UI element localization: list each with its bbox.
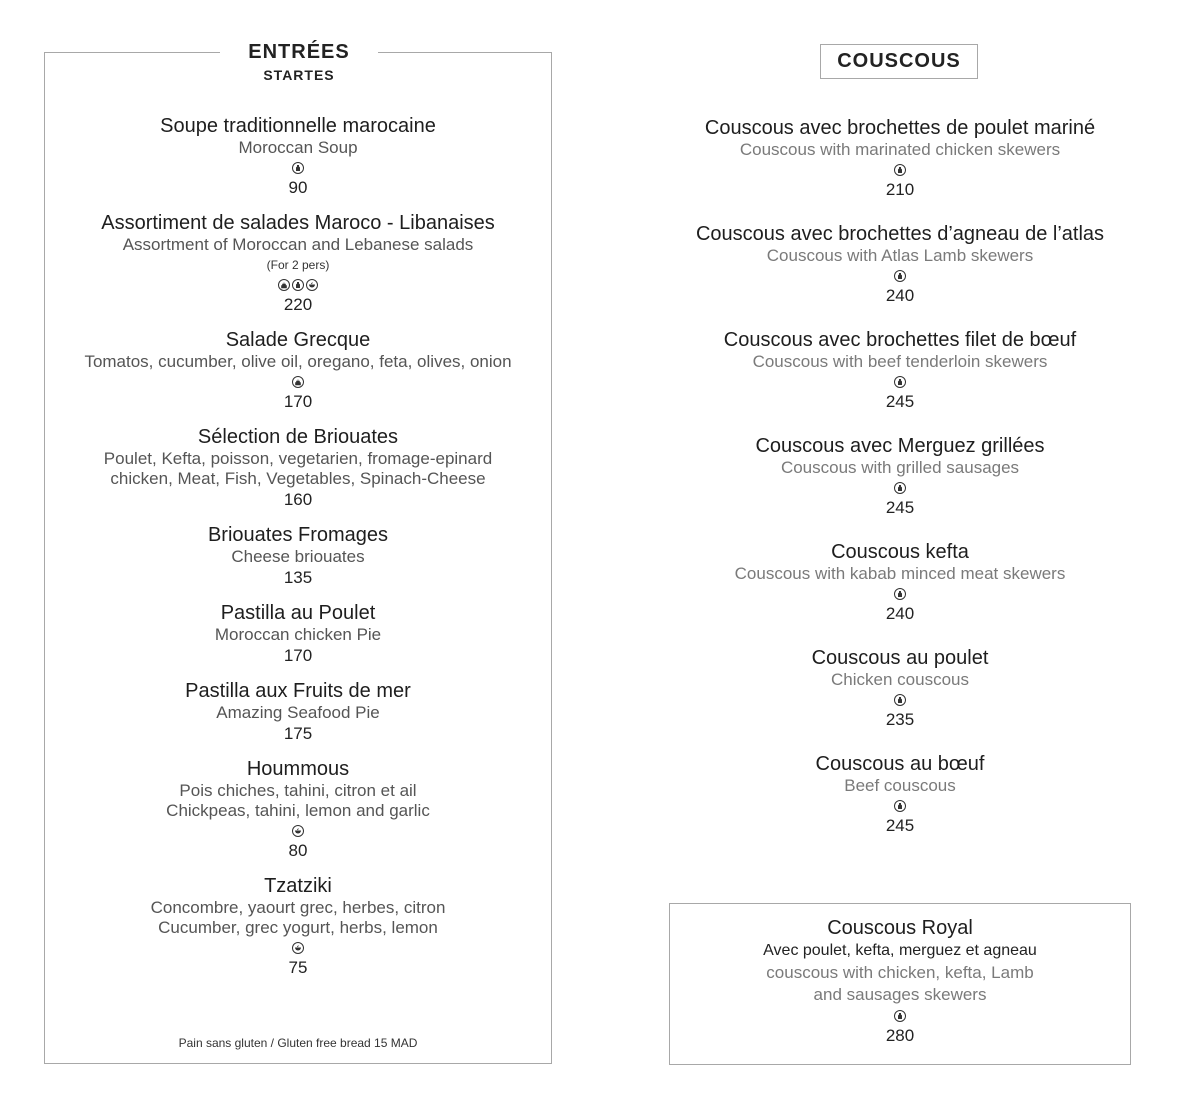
gluten-free-note: Pain sans gluten / Gluten free bread 15 MAD bbox=[178, 1036, 418, 1050]
allergen-icons bbox=[640, 372, 1160, 391]
menu-item bbox=[640, 646, 1160, 730]
item-note: (For 2 pers) bbox=[266, 258, 330, 272]
item-desc: Tomatos, cucumber, olive oil, oregano, feta, olives, onion bbox=[84, 352, 512, 371]
bottle-icon bbox=[894, 270, 906, 282]
couscous-title: COUSCOUS bbox=[820, 44, 978, 79]
item-price: 245 bbox=[885, 816, 915, 835]
menu-item bbox=[44, 757, 552, 861]
leaf-bowl-icon bbox=[292, 825, 304, 837]
item-desc: Cheese briouates bbox=[231, 547, 365, 566]
item-name: Couscous avec Merguez grillées bbox=[755, 435, 1045, 457]
item-desc: Chicken couscous bbox=[831, 670, 969, 689]
item-price: 220 bbox=[283, 295, 313, 314]
item-desc: Assortment of Moroccan and Lebanese salads bbox=[122, 235, 474, 254]
item-price: 245 bbox=[885, 392, 915, 411]
item-price: 245 bbox=[885, 498, 915, 517]
menu-item bbox=[640, 222, 1160, 306]
item-subtitle: Avec poulet, kefta, merguez et agneau bbox=[763, 942, 1037, 959]
bottle-icon bbox=[292, 162, 304, 174]
allergen-icons bbox=[44, 275, 552, 294]
item-desc: chicken, Meat, Fish, Vegetables, Spinach-Cheese bbox=[110, 469, 486, 488]
allergen-icons bbox=[640, 796, 1160, 815]
menu-item bbox=[640, 752, 1160, 836]
leaf-bowl-icon bbox=[306, 279, 318, 291]
leaf-bowl-icon bbox=[292, 942, 304, 954]
bottle-icon bbox=[894, 376, 906, 388]
item-name: Assortiment de salades Maroco - Libanaises bbox=[101, 212, 495, 234]
cake-icon bbox=[292, 376, 304, 388]
item-desc: Chickpeas, tahini, lemon and garlic bbox=[166, 801, 430, 820]
menu-item bbox=[44, 211, 552, 315]
item-desc: Amazing Seafood Pie bbox=[216, 703, 380, 722]
menu-item bbox=[44, 874, 552, 978]
bottle-icon bbox=[894, 482, 906, 494]
bottle-icon bbox=[894, 1010, 906, 1022]
item-name: Couscous avec brochettes d’agneau de l’atlas bbox=[695, 223, 1105, 245]
item-name: Pastilla au Poulet bbox=[220, 602, 376, 624]
item-desc: Cucumber, grec yogurt, herbs, lemon bbox=[158, 918, 438, 937]
allergen-icons bbox=[44, 372, 552, 391]
item-desc: Moroccan chicken Pie bbox=[214, 625, 382, 644]
bottle-icon bbox=[894, 694, 906, 706]
item-desc: couscous with chicken, kefta, Lamb bbox=[766, 963, 1034, 982]
item-name: Tzatziki bbox=[264, 875, 332, 897]
bottle-icon bbox=[292, 279, 304, 291]
item-name: Hoummous bbox=[246, 758, 350, 780]
item-desc: Moroccan Soup bbox=[238, 138, 358, 157]
menu-item bbox=[640, 328, 1160, 412]
entrees-subtitle: STARTES bbox=[263, 67, 335, 83]
item-desc: Pois chiches, tahini, citron et ail bbox=[179, 781, 417, 800]
item-price: 160 bbox=[283, 490, 313, 509]
item-price: 280 bbox=[885, 1026, 915, 1045]
menu-item bbox=[640, 116, 1160, 200]
item-price: 75 bbox=[288, 958, 308, 977]
item-desc: Couscous with kabab minced meat skewers bbox=[734, 564, 1066, 583]
allergen-icons bbox=[640, 478, 1160, 497]
item-price: 90 bbox=[288, 178, 308, 197]
allergen-icons bbox=[44, 158, 552, 177]
item-desc: Couscous with grilled sausages bbox=[780, 458, 1020, 477]
item-name: Couscous au poulet bbox=[811, 647, 989, 669]
menu-item bbox=[44, 523, 552, 588]
menu-item bbox=[44, 679, 552, 744]
couscous-royal-box bbox=[669, 903, 1131, 1065]
item-price: 170 bbox=[283, 646, 313, 665]
bottle-icon bbox=[894, 588, 906, 600]
item-name: Pastilla aux Fruits de mer bbox=[185, 680, 411, 702]
entrees-heading bbox=[220, 40, 378, 84]
item-price: 80 bbox=[288, 841, 308, 860]
menu-item bbox=[44, 114, 552, 198]
menu-item bbox=[44, 425, 552, 510]
item-desc: Couscous with marinated chicken skewers bbox=[739, 140, 1061, 159]
entrees-title: ENTRÉES bbox=[248, 41, 350, 63]
item-price: 175 bbox=[283, 724, 313, 743]
menu-item bbox=[44, 601, 552, 666]
item-price: 135 bbox=[283, 568, 313, 587]
bottle-icon bbox=[894, 800, 906, 812]
item-name: Couscous kefta bbox=[831, 541, 969, 563]
item-price: 240 bbox=[885, 604, 915, 623]
item-desc: Beef couscous bbox=[844, 776, 956, 795]
item-name: Soupe traditionnelle marocaine bbox=[160, 115, 436, 137]
allergen-icons bbox=[640, 584, 1160, 603]
allergen-icons bbox=[640, 160, 1160, 179]
cake-icon bbox=[278, 279, 290, 291]
item-name: Briouates Fromages bbox=[207, 524, 389, 546]
item-desc: and sausages skewers bbox=[813, 985, 987, 1004]
item-name: Couscous au bœuf bbox=[815, 753, 985, 775]
item-desc: Couscous with beef tenderloin skewers bbox=[752, 352, 1048, 371]
item-price: 240 bbox=[885, 286, 915, 305]
couscous-list bbox=[640, 116, 1160, 858]
menu-item bbox=[640, 540, 1160, 624]
item-price: 235 bbox=[885, 710, 915, 729]
item-price: 210 bbox=[885, 180, 915, 199]
item-desc: Poulet, Kefta, poisson, vegetarien, fromage-epinard bbox=[103, 449, 493, 468]
allergen-icons bbox=[640, 266, 1160, 285]
bottle-icon bbox=[894, 164, 906, 176]
item-desc: Couscous with Atlas Lamb skewers bbox=[766, 246, 1034, 265]
item-name: Couscous avec brochettes filet de bœuf bbox=[723, 329, 1077, 351]
item-price: 170 bbox=[283, 392, 313, 411]
allergen-icons bbox=[44, 938, 552, 957]
item-name: Sélection de Briouates bbox=[197, 426, 399, 448]
item-name: Couscous avec brochettes de poulet mariné bbox=[704, 117, 1096, 139]
menu-item bbox=[640, 434, 1160, 518]
allergen-icons bbox=[44, 821, 552, 840]
allergen-icons bbox=[640, 690, 1160, 709]
menu-item bbox=[44, 328, 552, 412]
allergen-icons bbox=[670, 1006, 1130, 1025]
item-name: Couscous Royal bbox=[827, 917, 973, 939]
item-name: Salade Grecque bbox=[225, 329, 371, 351]
item-desc: Concombre, yaourt grec, herbes, citron bbox=[150, 898, 446, 917]
entrees-list bbox=[44, 114, 552, 991]
